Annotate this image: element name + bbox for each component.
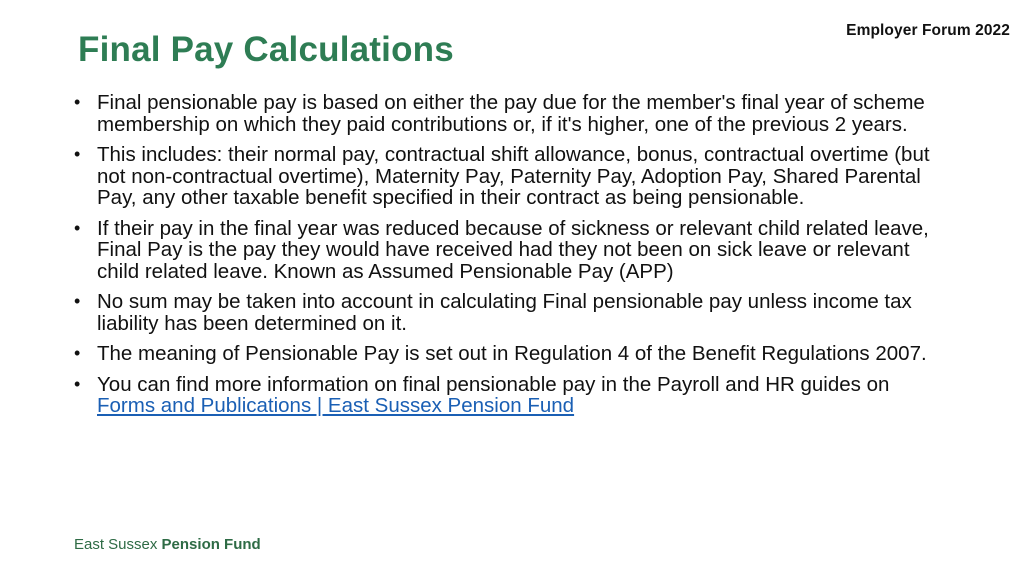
bullet-item — [72, 374, 942, 417]
bullet-text: The meaning of Pensionable Pay is set out in Regulation 4 of the Benefit Regulations 2007. — [97, 342, 927, 365]
bullet-icon: • — [74, 373, 81, 394]
bullet-text: If their pay in the final year was reduced because of sickness or relevant child related leave, Final Pay is the pay they would have received had they not been on sick leave or relevant child related leave. Known as Assumed Pensionable Pay (APP) — [97, 216, 929, 283]
bullet-item — [72, 92, 942, 135]
bullet-icon: • — [74, 217, 81, 238]
bullet-text: Final pensionable pay is based on either the pay due for the member's final year of scheme membership on which they paid contributions or, if it's higher, one of the previous 2 years. — [97, 91, 925, 136]
event-label: Employer Forum 2022 — [846, 22, 1010, 39]
slide-title: Final Pay Calculations — [78, 30, 454, 69]
bullet-icon: • — [74, 291, 81, 311]
bullet-item — [72, 218, 942, 283]
bullet-item — [72, 343, 942, 365]
bullet-text: No sum may be taken into account in calculating Final pensionable pay unless income tax liability has been determined on it. — [97, 290, 912, 335]
bullet-item — [72, 291, 942, 334]
bullet-text: You can find more information on final pensionable pay in the Payroll and HR guides on — [97, 372, 890, 396]
bullet-icon: • — [74, 92, 81, 112]
bullet-item — [72, 144, 942, 209]
bullet-text: This includes: their normal pay, contractual shift allowance, bonus, contractual overtime (but not non-contractual overtime), Maternity Pay, Paternity Pay, Adoption Pay, Shared Parental Pay, any other taxable benefit specified in their contract as being pensionable. — [97, 143, 930, 209]
bullet-icon: • — [74, 343, 81, 363]
bullet-icon: • — [74, 144, 81, 164]
logo-text-light: East Sussex — [74, 536, 162, 553]
east-sussex-pension-fund-logo — [74, 536, 261, 553]
forms-and-publications-link[interactable]: Forms and Publications | East Sussex Pension Fund — [97, 394, 575, 417]
bullet-list — [72, 92, 942, 426]
logo-text-bold: Pension Fund — [161, 536, 261, 553]
